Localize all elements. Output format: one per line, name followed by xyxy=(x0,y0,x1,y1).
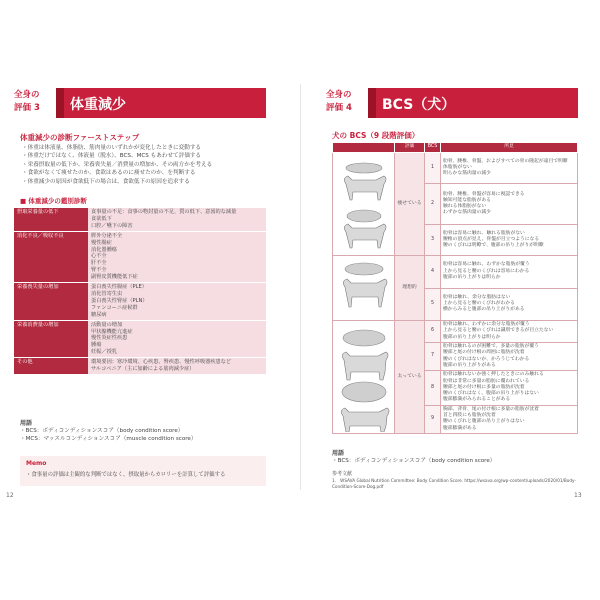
bcs-score-cell: 6 xyxy=(425,321,441,343)
findings-cell xyxy=(441,342,578,370)
page-title: 体重減少 xyxy=(70,97,126,113)
bullet-list xyxy=(22,144,212,186)
finding-line: 上から見ると腰のくびれは識別できるが目立たない xyxy=(443,328,554,334)
title-bar xyxy=(56,88,266,118)
finding-line: 腰椎の頂点が見え、骨盤が目立つようになる xyxy=(443,236,540,242)
bcs-score-cell: 3 xyxy=(425,224,441,255)
detail-line: 食欲低下 xyxy=(91,215,112,222)
memo-heading: Memo xyxy=(26,460,47,467)
cause-cell: 消化不良／吸収不良 xyxy=(14,231,88,282)
table-header-row xyxy=(333,143,578,153)
memo-text: ・食事量の評価は主観的な判断ではなく、摂取量からカロリーを計算して評価する xyxy=(26,472,226,478)
finding-line: 腰のくびれはなく、腹部の吊り上がりはない xyxy=(443,391,539,397)
findings-cell xyxy=(441,288,578,321)
bcs-score-cell: 9 xyxy=(425,405,441,433)
section-tag xyxy=(14,89,54,117)
findings-cell xyxy=(441,256,578,289)
detail-line: 妊娠／授乳 xyxy=(91,349,117,356)
bullet-item: ・食欲がなくて痩せたのか、食欲はあるのに痩せたのか、を判断する xyxy=(22,170,196,177)
header-cell: BCS xyxy=(425,143,441,153)
finding-line: 肋骨は触れ、余分な脂肪はない xyxy=(443,294,511,300)
bullet-item: ・体重は体液量、体脂肪、筋肉量のいずれかが変化したときに変動する xyxy=(22,145,202,151)
bullet-item: ・体重だけではなく、体液量（脱水）、BCS、MCS もあわせて評価する xyxy=(22,153,201,160)
detail-line: 食事量の不足：食事の物封量の不足、質の低下、意図的な減量 xyxy=(91,209,237,215)
section-tag-line2: 評価 3 xyxy=(14,103,40,113)
page-number: 12 xyxy=(6,492,14,499)
group-label-cell: 理想的 xyxy=(395,256,425,321)
detail-line: 心不全 xyxy=(91,253,107,260)
dog-illustration-cell xyxy=(333,256,395,321)
finding-line: 肋骨は触れ、わずかに余分な脂肪が覆う xyxy=(443,322,530,328)
table-row xyxy=(14,283,266,321)
detail-line: 蛋白喪失性腸症（PLE） xyxy=(91,284,147,291)
finding-line: わずかな筋肉量の減少 xyxy=(443,210,491,216)
table-row xyxy=(14,208,266,231)
finding-line: 腹部の吊り上がりがある xyxy=(443,362,496,368)
finding-line: 首と四肢にも脂肪が沈着 xyxy=(443,413,496,419)
findings-cell xyxy=(441,184,578,224)
finding-line: 腹部膨満がみられることがある xyxy=(443,397,511,403)
page-title: BCS（犬） xyxy=(382,97,456,113)
finding-line: 腹部の吊り上がりは明らか xyxy=(443,274,501,280)
cause-cell: 栄養消費量の増加 xyxy=(14,320,88,358)
bcs-score-cell: 7 xyxy=(425,342,441,370)
overweight-dog-illustration xyxy=(336,322,392,432)
table-row xyxy=(14,231,266,282)
finding-line: 腹部膨満がある xyxy=(443,425,477,431)
detail-line: 糖尿病 xyxy=(91,311,107,318)
detail-line: 口腔／嚥下の障害 xyxy=(91,222,133,229)
header-cell: 所見 xyxy=(441,143,578,153)
memo-box xyxy=(20,456,266,486)
detail-line: 蛋白喪失性腎症（PLN） xyxy=(91,297,148,304)
thin-dog-illustration xyxy=(336,154,392,254)
bullet-item: ・栄養摂取量の低下か、栄養喪失量／消費量の増加か、その両方かを考える xyxy=(22,161,213,168)
table-row xyxy=(14,358,266,375)
detail-line: 副腎皮質機能低下症 xyxy=(91,274,138,281)
finding-line: 明らかな筋肉量の減少 xyxy=(443,171,491,177)
right-page xyxy=(326,84,582,499)
title-bar xyxy=(368,88,578,118)
term-item: ・MCS：マッスルコンディションスコア（muscle condition score） xyxy=(20,436,197,442)
findings-cell xyxy=(441,153,578,184)
bcs-score-cell: 8 xyxy=(425,371,441,406)
header-cell xyxy=(333,143,395,153)
finding-line: 腰のくびれと腹部の吊り上がりはない xyxy=(443,419,525,425)
finding-line: 肋骨は触れないか強く押したときにのみ触れる xyxy=(443,372,544,378)
finding-line: 腰部と尾の付け根に多量の脂肪が沈着 xyxy=(443,384,525,390)
dog-illustration-cell xyxy=(333,153,395,256)
reference-text: 1. WSAVA Global Nutrition Committee: Body Condition Score. https://wsava.org/wp-content/uploads/2020/01/Body-Condition-Score-Dog.pdf xyxy=(332,478,576,489)
detail-line: 活動量の増加 xyxy=(91,321,123,328)
finding-line: 触知可能な脂肪がある xyxy=(443,197,491,203)
terms-list xyxy=(20,427,196,443)
detail-line: 腎不全 xyxy=(91,267,107,274)
bullet-item: ・体重減少の原因が食欲低下の場合は、食欲低下の原因を追求する xyxy=(22,178,190,185)
table-row xyxy=(333,153,578,184)
ideal-dog-illustration xyxy=(336,257,392,319)
section-tag-line1: 全身の xyxy=(14,90,40,100)
group-label-cell: 太っている xyxy=(395,321,425,434)
details-cell xyxy=(88,208,266,231)
finding-line: 肋骨は触れるのが困難で、多量の脂肪が覆う xyxy=(443,344,539,350)
section-tag xyxy=(326,89,366,117)
differential-table xyxy=(14,208,266,375)
terms-heading: 用語 xyxy=(20,420,33,427)
section-title: 体重減少の診断ファーストステップ xyxy=(20,133,140,142)
term-item: ・BCS：ボディコンディションスコア（body condition score） xyxy=(332,458,496,464)
bcs-table xyxy=(332,142,578,434)
section-tag-line2: 評価 4 xyxy=(326,103,352,113)
bcs-score-cell: 5 xyxy=(425,288,441,321)
finding-line: 胸部、背骨、尾の付け根に多量の脂肪が沈着 xyxy=(443,406,539,412)
differential-title: ■ 体重減少の鑑別診断 xyxy=(20,197,87,205)
group-label-cell: 痩せている xyxy=(395,153,425,256)
detail-line: 環境要因：寒冷環境、心疾患、腎疾患、慢性呼吸器疾患など xyxy=(91,359,232,366)
bcs-score-cell: 1 xyxy=(425,153,441,184)
terms-heading: 用語 xyxy=(332,450,345,457)
detail-line: 消化器腫瘍 xyxy=(91,246,117,253)
table-row xyxy=(14,320,266,358)
detail-line: 消化管寄生虫 xyxy=(91,290,123,297)
header-cell: 評価 xyxy=(395,143,425,153)
detail-line: サルコペニア（主に加齢による筋肉減少症） xyxy=(91,366,195,373)
detail-line: 慢性腸症 xyxy=(91,239,112,246)
finding-line: 横からみると腹部の吊り上がりがある xyxy=(443,307,525,313)
cause-cell: 栄養喪失量の増加 xyxy=(14,283,88,321)
page-number: 13 xyxy=(574,492,582,499)
detail-line: 甲状腺機能亢進症 xyxy=(91,328,133,335)
detail-line: ファンコーニ症候群 xyxy=(91,304,138,311)
bcs-score-cell: 4 xyxy=(425,256,441,289)
bcs-score-cell: 2 xyxy=(425,184,441,224)
finding-line: 腰のくびれは明瞭で、腹部の吊り上がりが明瞭 xyxy=(443,242,544,248)
detail-line: 腫瘍 xyxy=(91,342,102,349)
details-cell xyxy=(88,358,266,375)
finding-line: 腹部の吊り上がりは明らか xyxy=(443,334,501,340)
page-header xyxy=(326,88,578,118)
detail-line: 膵外分泌不全 xyxy=(91,232,123,239)
findings-cell xyxy=(441,371,578,406)
table-row xyxy=(333,256,578,289)
finding-line: 肋骨は容易に触れ、わずかな脂肪が覆う xyxy=(443,262,530,268)
terms-list xyxy=(332,457,495,465)
finding-line: 上から見ると腰のくびれがわかる xyxy=(443,301,515,307)
section-tag-line1: 全身の xyxy=(326,90,352,100)
finding-line: 肋骨、腰椎、骨盤が容易に視認できる xyxy=(443,191,525,197)
finding-line: 肋骨は非常に多量の脂肪に覆われている xyxy=(443,378,530,384)
findings-cell xyxy=(441,405,578,433)
table-row xyxy=(333,321,578,343)
findings-cell xyxy=(441,321,578,343)
finding-line: 上から見ると腰のくびれは容易にわかる xyxy=(443,268,530,274)
finding-line: 触れる体脂肪がない xyxy=(443,203,487,209)
details-cell xyxy=(88,231,266,282)
finding-line: 肋骨、腰椎、骨盤、およびすべての骨の隆起が遠目で明瞭 xyxy=(443,158,568,164)
dog-illustration-cell xyxy=(333,321,395,434)
detail-line: 肝不全 xyxy=(91,260,107,267)
term-item: ・BCS：ボディコンディションスコア（body condition score） xyxy=(20,428,184,434)
finding-line: 腰のくびれはないか、かろうじてわかる xyxy=(443,356,530,362)
details-cell xyxy=(88,320,266,358)
finding-line: 体脂肪がない xyxy=(443,165,472,171)
references-heading: 参考文献 xyxy=(332,471,353,477)
findings-cell xyxy=(441,224,578,255)
finding-line: 腰部と尾の付け根の周囲に脂肪が沈着 xyxy=(443,350,525,356)
left-page xyxy=(6,84,266,499)
finding-line: 肋骨は容易に触れ、触れる脂肪がない xyxy=(443,230,525,236)
detail-line: 慢性炎症性疾患 xyxy=(91,335,128,342)
cause-cell: 摂取栄養量の低下 xyxy=(14,208,88,231)
details-cell xyxy=(88,283,266,321)
book-spine xyxy=(300,84,301,490)
page-header xyxy=(14,88,266,118)
section-title: 犬の BCS（9 段階評価） xyxy=(332,131,420,140)
cause-cell: その他 xyxy=(14,358,88,375)
